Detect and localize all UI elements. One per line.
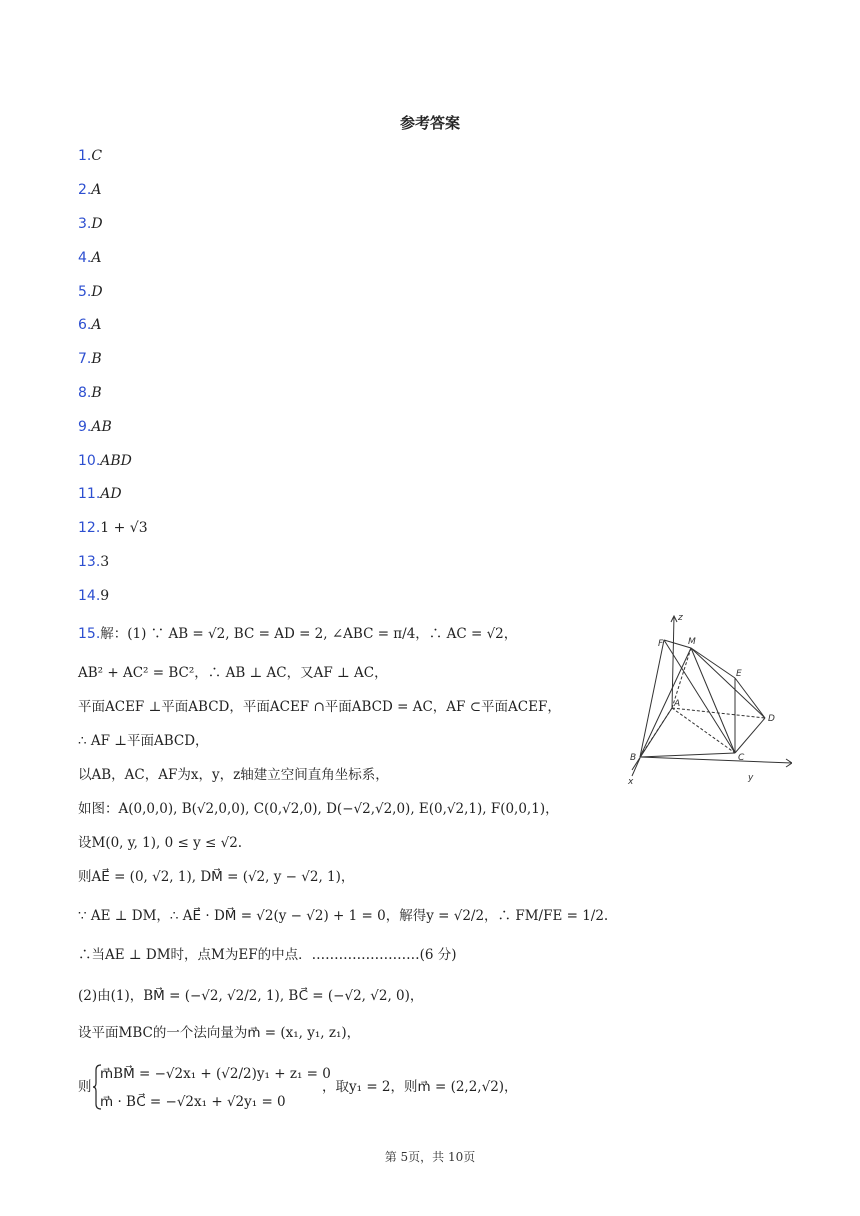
- answer-item: [78, 383, 102, 403]
- answer-number: 9.: [78, 419, 92, 435]
- page-title: 参考答案: [399, 114, 460, 132]
- answer-value: B: [91, 385, 102, 401]
- label-D: D: [768, 714, 775, 724]
- answer-number: 14.: [78, 588, 101, 604]
- label-B: B: [630, 753, 637, 763]
- answer-number: 10.: [78, 453, 101, 469]
- answer-value: D: [91, 216, 103, 232]
- answer-value: B: [91, 351, 102, 367]
- answer-value: C: [91, 148, 103, 164]
- answer-value: AB: [91, 419, 112, 435]
- edge-AD: [672, 708, 765, 718]
- answer-value: A: [91, 182, 102, 198]
- label-A: A: [674, 699, 681, 709]
- z-axis: [672, 616, 674, 708]
- solution-line: 如图：A(0,0,0), B(√2,0,0), C(0,√2,0), D(−√2,√2,0), E(0,√2,1), F(0,0,1)，: [78, 801, 559, 817]
- label-C: C: [738, 753, 745, 763]
- answer-item: [78, 451, 132, 471]
- answer-number: 5.: [78, 284, 92, 300]
- answer-item: [78, 484, 122, 504]
- label-E: E: [736, 669, 742, 679]
- answer-item: [78, 349, 102, 369]
- answer-number: 4.: [78, 250, 92, 266]
- edge-BC: [640, 753, 735, 757]
- solution-line: 平面ACEF ⊥平面ABCD，平面ACEF ∩平面ABCD = AC，AF ⊂平面ACEF，: [78, 699, 561, 715]
- edge-FC: [664, 640, 735, 753]
- answer-value: 9: [100, 588, 110, 604]
- answer-number: 1.: [78, 148, 92, 164]
- answer-item: [78, 518, 148, 538]
- solution-line: (2)由(1)，BM⃗ = (−√2, √2/2, 1), BC⃗ = (−√2, √2, 0)，: [78, 988, 424, 1004]
- answer-item: [78, 417, 112, 437]
- solution-line: ∴ AF ⊥平面ABCD，: [78, 733, 209, 749]
- answer-item: [78, 214, 103, 234]
- answer-item: [78, 180, 101, 200]
- answer-value: AD: [100, 486, 122, 502]
- answer-number: 12.: [78, 520, 101, 536]
- edge-MB: [640, 648, 691, 757]
- answer-value: A: [91, 317, 102, 333]
- edge-ED: [735, 678, 765, 718]
- answer-item: [78, 146, 102, 166]
- solution-line: 设平面MBC的一个法向量为m⃗ = (x₁, y₁, z₁)，: [78, 1025, 361, 1041]
- solution-line: 设M(0, y, 1), 0 ≤ y ≤ √2.: [78, 835, 243, 851]
- label-M: M: [688, 637, 696, 647]
- label-F: F: [658, 639, 664, 649]
- answer-value: D: [91, 284, 103, 300]
- answer-item: [78, 586, 109, 606]
- solution-text: 解：(1) ∵ AB = √2, BC = AD = 2, ∠ABC = π/4，∴ AC = √2，: [100, 626, 518, 642]
- answer-number: 13.: [78, 554, 101, 570]
- answer-item: [78, 248, 101, 268]
- answer-number: 7.: [78, 351, 92, 367]
- edge-DC: [735, 718, 765, 753]
- system-prefix: 则: [78, 1079, 92, 1095]
- edge-MD: [691, 648, 765, 718]
- label-x: x: [628, 777, 634, 787]
- answer-value: A: [91, 250, 102, 266]
- answer-item: [78, 552, 109, 572]
- page-footer: 第 5页，共 10页: [384, 1150, 476, 1164]
- answer-number: 8.: [78, 385, 92, 401]
- solution-line: ∴当AE ⊥ DM时，点M为EF的中点．……………………(6 分): [78, 947, 457, 963]
- answer-number: 3.: [78, 216, 92, 232]
- answer-value: 3: [100, 554, 110, 570]
- answer-item: [78, 282, 103, 302]
- system-equation: m⃗ · BC⃗ = −√2x₁ + √2y₁ = 0: [100, 1094, 286, 1110]
- answer-value: 1 + √3: [100, 520, 148, 536]
- label-z: z: [678, 613, 683, 623]
- y-axis: [640, 757, 792, 763]
- solution-line: 则AE⃗ = (0, √2, 1), DM⃗ = (√2, y − √2, 1)，: [78, 869, 355, 885]
- solution-line: 以AB，AC，AF为x，y，z轴建立空间直角坐标系，: [78, 767, 389, 783]
- question-number: 15.: [78, 626, 101, 642]
- solution-line: ∵ AE ⊥ DM，∴ AE⃗ · DM⃗ = √2(y − √2) + 1 = 0，解得y = √2/2，∴ FM/FE = 1/2.: [78, 908, 609, 924]
- geometry-figure: [622, 608, 792, 788]
- answer-number: 6.: [78, 317, 92, 333]
- solution-line: [78, 623, 517, 645]
- label-y: y: [748, 773, 754, 783]
- answer-number: 2.: [78, 182, 92, 198]
- system-suffix: ，取y₁ = 2，则m⃗ = (2,2,√2)，: [322, 1079, 518, 1095]
- answer-item: [78, 315, 101, 335]
- system-equation: m⃗BM⃗ = −√2x₁ + (√2/2)y₁ + z₁ = 0: [100, 1066, 331, 1082]
- answer-number: 11.: [78, 486, 101, 502]
- solution-line: AB² + AC² = BC²，∴ AB ⊥ AC，又AF ⊥ AC，: [78, 665, 388, 681]
- answer-value: ABD: [100, 453, 132, 469]
